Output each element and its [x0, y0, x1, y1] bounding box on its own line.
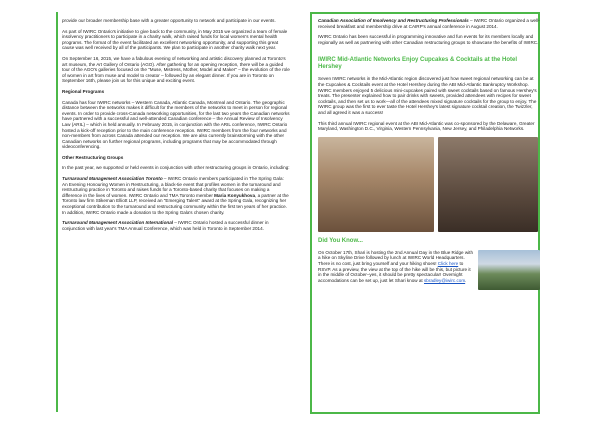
- dyk-text-3: .: [465, 277, 467, 283]
- heading-midatlantic: IWIRC Mid-Atlantic Networks Enjoy Cupcakes & Cocktails at the Hotel Hershey: [318, 57, 518, 71]
- right-box-top-border: [310, 12, 540, 14]
- tma-intl-text: – IWIRC Ontario hosted a successful dinner in conjunction with last year's TMA Annual Conference, which was held in Toronto in September 2014.: [62, 220, 269, 231]
- org-name-tma-toronto: Turnaround Management Association Toronto: [62, 176, 163, 182]
- org-name-tma-intl: Turnaround Management Association International: [62, 220, 174, 226]
- right-column: [318, 18, 540, 292]
- paragraph-membership: provide our broader membership base with a greater opportunity to network and participate in our events.: [62, 18, 276, 23]
- paragraph-midatlantic-1: Seven IWIRC networks in the Mid-Atlantic region discovered just how sweet regional networking can be at the Cupcakes & Cocktails event at the Hotel Hershey during the ABI Mid-Atlantic Bankruptcy Workshop. IWIRC members enjoyed 5 delicious mini-cupcakes paired with sweet cocktails based on famous Hershey's treats. The presenter explained how to pair drinks with sweets, provided attendees with recipes for sweet cocktails, and then set us to work—all of the attendees mixed signature cocktails for the group to enjoy. The IWIRC group was the first to ever taste the Hotel Hershey's latest signature cocktail creation, the Twizzler, and all agreed it was a success!: [318, 76, 537, 115]
- paragraph-other-intro: In the past year, we supported or held events in conjunction with other restructuring groups in Ontario, including:: [62, 165, 290, 171]
- paragraph-tma-intl: [62, 220, 290, 231]
- cocktail-glass-photo: [438, 137, 538, 232]
- heading-did-you-know: Did You Know...: [318, 237, 363, 244]
- dyk-text-2: to RSVP. As a preview, the view at the top of the hike will be this, but picture it in the middle of October–yes, it should be pretty spectacular! Overnight accomodations can be set up, just let Shari know at: [318, 260, 471, 283]
- heading-other-groups: Other Restructuring Groups: [62, 154, 124, 160]
- org-name-cairp: Canadian Association of Insolvency and Restructuring Professionals: [318, 18, 469, 23]
- photo-row: [318, 137, 540, 232]
- paragraph-cairp: [318, 18, 540, 29]
- cairp-text: – IWIRC Ontario organized a well-received breakfast and membership drive at CAIRP's annual conference in August 2014.: [318, 18, 540, 29]
- tma-toronto-text: – IWIRC Ontario members participated in The Spring Gala: An Evening Honouring Women in Restructuring, a black-tie event that profiles women in the turnaround and restructuring practice in Toronto and raises funds for a Toronto-based charity that focuses on making a difference in the lives of women. IWIRC Ontario and TMA Toronto member: [62, 176, 284, 198]
- right-box-bottom-border: [310, 412, 540, 414]
- right-box-left-border: [310, 12, 312, 414]
- paragraph-charity-walk: As part of IWIRC Ontario's initiative to give back to the community, in May 2015 we organized a team of female insolvency practitioners to participate in a charity walk, which raised funds for local women's mental health programs. The format of the event facilitated an excellent networking opportunity, and supporting this great cause was well received by all of the participants. We plan to participate in another charity walk next year.: [62, 28, 288, 51]
- cocktail-group-photo: [318, 137, 434, 232]
- tma-toronto-text-2: , a partner at the Toronto law firm Stikeman Elliott LLP, received an "Emerging Talent" award at the Spring Gala, recognizing her exceptional contribution to the turnaround and restructuring community within the first ten years of her practice. In addition, IWIRC Ontario made a donation to the Spring Gala's chosen charity.: [62, 192, 289, 215]
- member-name: Maria Konyukhova: [214, 192, 256, 198]
- paragraph-ontario-success: IWIRC Ontario has been successful in programming innovative and fun events for its members locally and regionally as well as partnering with other Canadian restructuring groups to showcase the benefits of IWIRC.: [318, 34, 539, 45]
- paragraph-tma-toronto: [62, 176, 290, 215]
- blue-ridge-photo: [478, 250, 540, 290]
- rsvp-link[interactable]: Click here: [437, 260, 459, 266]
- heading-regional-programs: Regional Programs: [62, 88, 105, 94]
- paragraph-ago-event: On September 16, 2015, we have a fabulous evening of networking and artistic discovery planned at Toronto's art museum, the Art Gallery of Ontario (AGO). After gathering for an opening reception, there will be a guided tour of the AGO's galleries focused on the "Muse, Mistress, Mother, Model and Maker" – the evolution of the role of women in art from muse and model to creator – followed by an elegant dinner. If you are in Toronto on September 16th, please join us for this unique and exciting event.: [62, 55, 290, 84]
- email-link[interactable]: sbradley@iwirc.com: [423, 277, 466, 283]
- left-column: [62, 18, 290, 236]
- left-accent-bar: [56, 12, 58, 412]
- paragraph-regional: Canada has four IWIRC networks – Western Canada, Atlantic Canada, Montreal and Ontario. The geographic distance between the networks makes it difficult for the members of the networks to meet in person for regional events. In order to provide cross-Canada networking opportunities, for the last two years the Canadian networks have partnered with a successful and well-attended Canadian conference – the Annual Review of Insolvency Law (ARIL) – which is held annually. In February 2015, in conjunction with the ARIL conference, IWIRC Ontario hosted a kick-off reception prior to the main conference reception. IWIRC members from the four networks and non-members from across Canada attended our reception. We are also currently brainstorming with the other Canadian networks on further regional programs, including programs that may be accommodated through videoconferencing.: [62, 99, 290, 150]
- paragraph-midatlantic-2: This third annual IWIRC regional event at the ABI Mid-Atlantic was co-sponsored by the Delaware, Greater Maryland, Washington D.C., Virginia, Western Pennsylvania, New Jersey, and Philadelphia Networks.: [318, 120, 535, 132]
- dyk-text-1: On October 17th, Shari is hosting the 2nd Annual Day in the Blue Ridge with a hike on Skyline Drive followed by lunch at IWIRC World Headquarters. There is no cost, just bring yourself and your hiking shoes!: [318, 249, 474, 266]
